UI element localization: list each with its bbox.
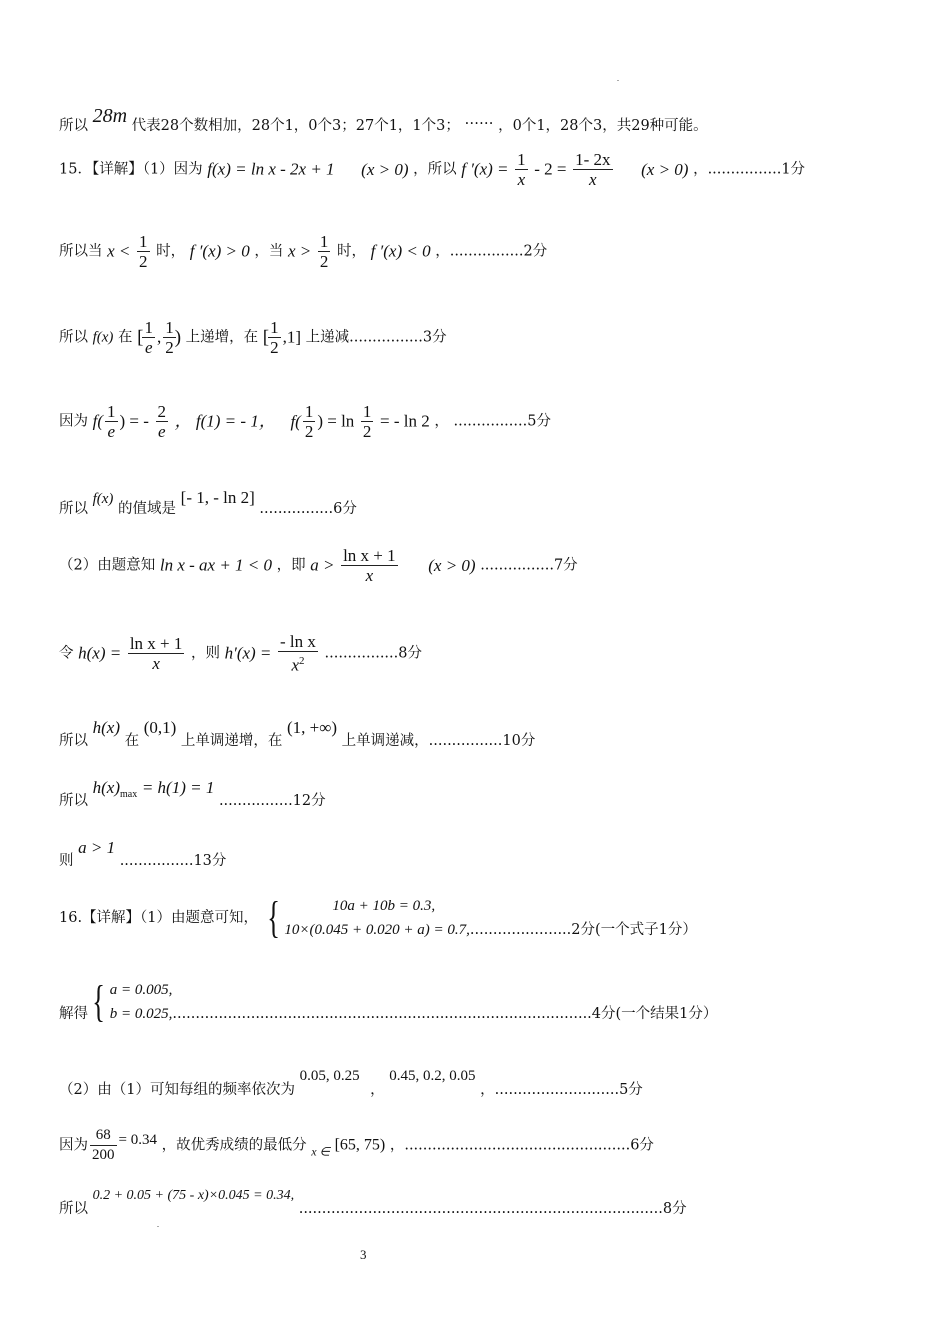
fraction: $\frac{1}{2}$ — [362, 402, 372, 441]
math-expr: 0.2 + 0.05 + (75 - x)×0.045 = 0.34, — [92, 1188, 295, 1203]
math-expr: h(x) = — [78, 643, 122, 663]
score: ...........................................................................................4分(一个结果1分） — [172, 1006, 718, 1022]
text: 所以 — [59, 118, 88, 134]
text: 所以 — [59, 329, 88, 346]
fraction: $\frac{1}{x}$ — [517, 150, 526, 189]
math-interval: (0,1) — [143, 718, 177, 737]
text: 的值域是 — [118, 501, 177, 517]
line-min-score — [59, 1126, 654, 1165]
math-expr: ) = ln — [317, 411, 355, 431]
score: ，...........................5分 — [480, 1082, 643, 1098]
math-condition: (x > 0) — [428, 555, 476, 575]
math-values: 0.05, 0.25 — [299, 1068, 360, 1084]
math-expr: f ′(x) > 0 — [189, 241, 250, 261]
math-interval: [65, 75) — [334, 1136, 386, 1154]
math-fprime: f ′(x) = — [461, 159, 509, 179]
fraction: $\frac{1}{2}$ — [139, 232, 148, 271]
bracket: [ — [262, 326, 270, 348]
fraction: $\frac{\text{- ln x}}{x^2}$ — [280, 632, 316, 675]
fraction: $\frac{\text{ln x + 1}}{x}$ — [129, 633, 183, 673]
math-expr: x ∈ — [311, 1144, 330, 1159]
label: 15．【详解】（1）因为 — [59, 161, 203, 178]
math-expr: a > 1 — [78, 838, 116, 857]
line-let-h — [59, 632, 422, 675]
text: 所以 — [59, 501, 88, 517]
score: ...............................................................................8分 — [298, 1201, 687, 1217]
math-range: [- 1, - ln 2] — [180, 488, 255, 507]
text: ，则 — [190, 645, 220, 662]
fraction: $\frac{2}{e}$ — [157, 402, 167, 441]
text: （2）由（1）可知每组的频率依次为 — [59, 1082, 295, 1098]
math-fx: f(x) = ln x - 2x + 1 — [207, 159, 335, 179]
math-condition: (x > 0) — [361, 159, 409, 179]
math-expr: a > — [310, 555, 335, 575]
math-expr: = 0.34 — [118, 1131, 157, 1148]
scan-dot — [617, 80, 619, 81]
score: ，.................................................6分 — [389, 1137, 654, 1154]
text: 时， — [156, 243, 186, 260]
math-expr: x > — [287, 241, 312, 261]
label: 16.【详解】（1）由题意可知， — [59, 910, 259, 926]
fraction: $\frac{1}{2}$ — [319, 232, 329, 271]
text: 时， — [336, 243, 366, 260]
text: 令 — [59, 645, 74, 662]
math-expr: - 2 = — [534, 159, 567, 179]
fraction: $\frac{1}{e}$ — [144, 318, 153, 357]
text: 因为 — [59, 1137, 88, 1154]
score: ................13分 — [119, 853, 227, 869]
scan-dot — [157, 1226, 159, 1227]
line-monotonic-sign — [59, 232, 547, 271]
line-16-system — [59, 894, 697, 942]
math-values: 0.45, 0.2, 0.05 — [389, 1068, 476, 1084]
text: ，0个1，28个3，共29种可能。 — [498, 118, 708, 134]
text: 在 — [118, 329, 133, 346]
line-28m — [59, 105, 708, 136]
math-expr: 28m — [92, 105, 128, 127]
text: 因为 — [59, 413, 88, 430]
fraction: $\frac{1}{2}$ — [165, 318, 174, 357]
text: 所以 — [59, 793, 88, 809]
text: 解得 — [59, 1006, 88, 1022]
math-hmax: $h(x)_{max} = h(1) = 1$ — [92, 778, 215, 800]
line-values — [59, 402, 551, 441]
score: 上单调递减，................10分 — [341, 733, 536, 749]
bracket: [ — [137, 326, 144, 348]
math-expr: = - ln 2 — [380, 411, 430, 431]
line-part2-condition — [59, 546, 578, 585]
fraction: $\frac{1- 2x}{x}$ — [575, 150, 611, 189]
line-increasing-decreasing — [59, 318, 447, 357]
line-frequencies — [59, 1068, 643, 1100]
equation-system: 10a + 10b = 0.3, 10×(0.045 + 0.020 + a) = 0.7, — [284, 898, 470, 938]
brace: { — [92, 977, 105, 1026]
line-solution — [59, 978, 717, 1026]
math-expr: h(x) — [92, 718, 120, 737]
brace: { — [266, 893, 280, 942]
fraction: $\frac{1}{2}$ — [304, 402, 314, 441]
text: ， — [370, 1082, 385, 1098]
math-interval: (1, +∞) — [287, 718, 338, 737]
text: ，故优秀成绩的最低分 — [161, 1137, 307, 1154]
text: 代表28个数相加，28个1，0个3；27个1，1个3； — [131, 118, 460, 134]
line-range — [59, 488, 357, 519]
interval-end: ,1] — [282, 327, 302, 347]
line-15-derivative — [59, 150, 805, 189]
math-fx: f(x) — [92, 491, 114, 507]
text: 所以当 — [59, 243, 103, 260]
math-condition: (x > 0) — [641, 159, 689, 179]
text: ，即 — [276, 557, 306, 574]
math-expr: f( — [92, 411, 103, 431]
text: 上单调递增，在 — [180, 733, 283, 749]
line-h-monotonic — [59, 718, 536, 751]
fraction: $\frac{1}{2}$ — [270, 318, 279, 357]
fraction: $\frac{68}{200}$ — [92, 1127, 115, 1163]
text: 所以 — [59, 733, 88, 749]
solution-system: a = 0.005, b = 0.025, — [109, 982, 173, 1022]
math-expr: ) = - — [119, 411, 149, 431]
score: ，................2分 — [435, 243, 548, 260]
line-equation — [59, 1188, 687, 1220]
page-number: 3 — [360, 1247, 367, 1262]
math-expr: ln x - ax + 1 < 0 — [159, 555, 273, 575]
ellipsis: …… — [464, 112, 494, 128]
text: 在 — [124, 733, 140, 749]
score: ................12分 — [218, 793, 326, 809]
text: （2）由题意知 — [59, 557, 156, 574]
score: 上递减................3分 — [305, 329, 447, 346]
fraction: $\frac{1}{e}$ — [107, 402, 116, 441]
math-expr: h′(x) = — [224, 643, 272, 663]
math-fx: f(x) — [92, 329, 114, 346]
line-conclusion — [59, 838, 227, 871]
comma: , — [156, 327, 162, 347]
fraction: $\frac{\text{ln x + 1}}{x}$ — [343, 546, 396, 585]
math-expr: f ′(x) < 0 — [370, 241, 431, 261]
math-expr: f( — [290, 411, 301, 431]
score: ，................1分 — [693, 161, 806, 178]
math-expr: x < — [107, 241, 131, 261]
text: ，所以 — [413, 161, 457, 178]
text: 所以 — [59, 1201, 88, 1217]
text: 上递增，在 — [185, 329, 259, 346]
score: ， ................5分 — [434, 413, 551, 430]
text: 则 — [59, 853, 74, 869]
text: ，当 — [254, 243, 284, 260]
paren: ) — [174, 326, 182, 348]
line-h-max — [59, 778, 326, 817]
score: ................8分 — [324, 645, 422, 662]
math-expr: ， f(1) = - 1， — [174, 411, 276, 431]
score: ................6分 — [259, 501, 357, 517]
score: ......................2分(一个式子1分） — [469, 922, 697, 938]
score: ................7分 — [480, 557, 578, 574]
